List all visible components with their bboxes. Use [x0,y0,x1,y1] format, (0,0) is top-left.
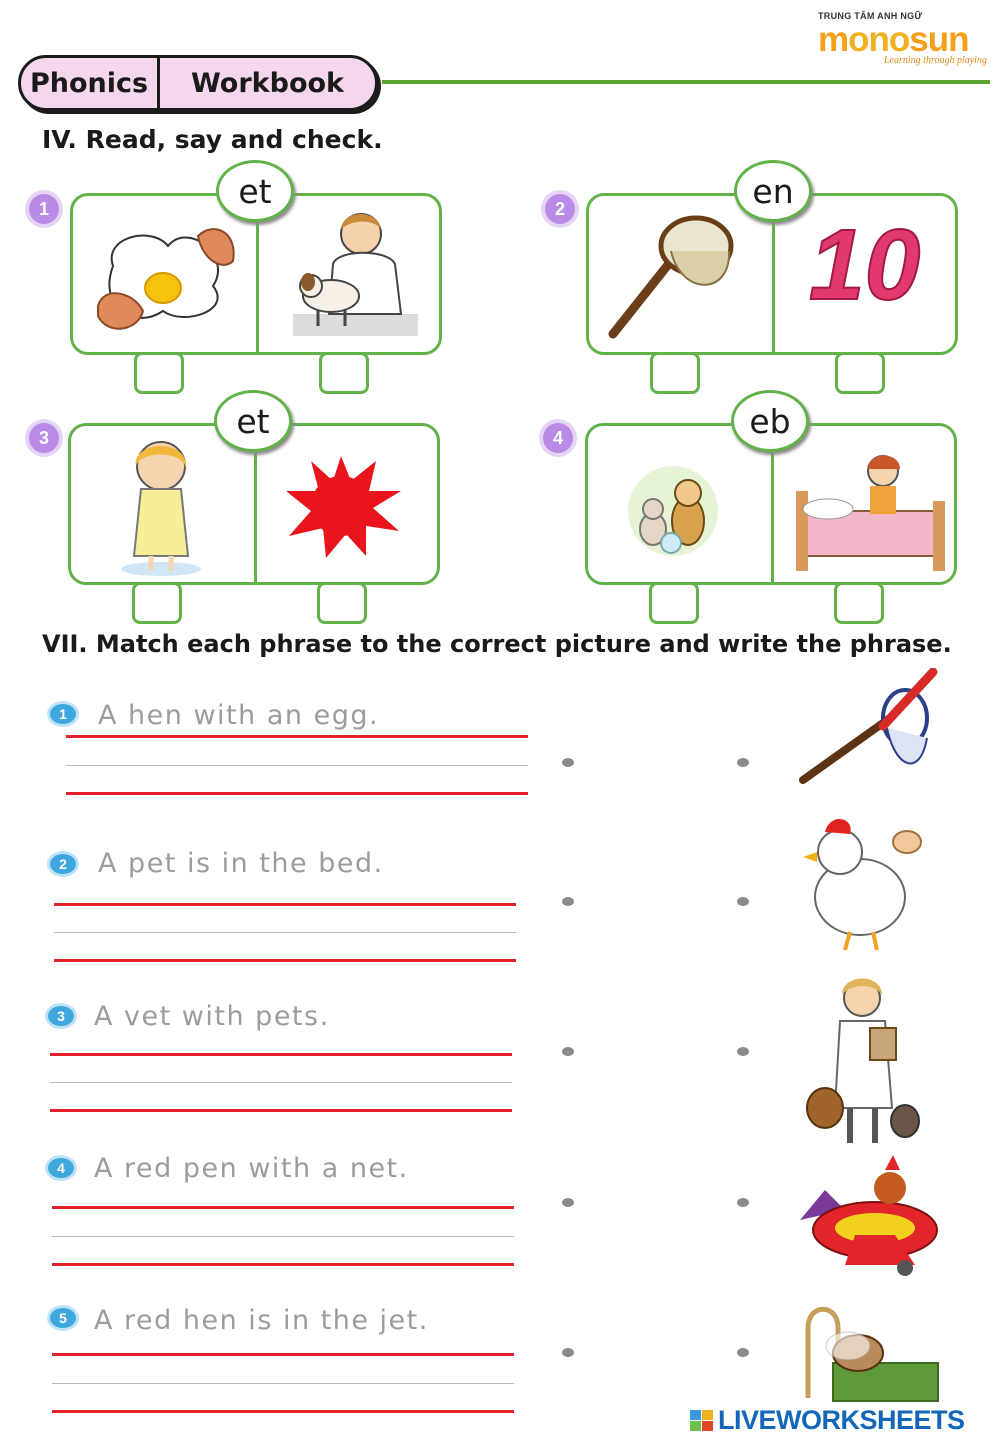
workbook-title-pill [18,55,378,111]
phrase-2-writing-line-bottom[interactable] [54,959,516,962]
phrase-4-number: 4 [48,1158,74,1178]
phrase-5-match-dot[interactable] [562,1348,574,1357]
phrase-1-text: A hen with an egg. [98,700,380,731]
pets-icon [623,461,723,561]
card-3-sound-bubble: et [214,390,292,452]
picture-4-match-dot[interactable] [737,1198,749,1207]
picture-2-match-dot[interactable] [737,897,749,906]
card-4-number: 4 [543,423,573,453]
picture-5-match-dot[interactable] [737,1348,749,1357]
card-3-checkbox-left[interactable] [132,582,182,624]
phrase-4-match-dot[interactable] [562,1198,574,1207]
header-divider [382,80,990,84]
card-4-checkbox-left[interactable] [649,582,699,624]
picture-3-match-dot[interactable] [737,1047,749,1056]
phrase-3-writing-line-mid [50,1082,512,1083]
phrase-1-writing-line-bottom[interactable] [66,792,528,795]
phrase-5-number: 5 [50,1308,76,1328]
fried-egg-icon [93,216,238,336]
phrase-5-writing-line-bottom[interactable] [52,1410,514,1413]
phrase-1-match-dot[interactable] [562,758,574,767]
wet-girl-icon [116,431,206,581]
workbook-label: Workbook [190,67,345,99]
phrase-2-writing-line-mid [54,932,516,933]
hen-with-egg-picture [795,812,930,955]
phrase-1-writing-line-mid [66,765,528,766]
monkey-sun-logo: monosun [818,20,969,59]
card-2-checkbox-left[interactable] [650,352,700,394]
phrase-2-number: 2 [50,854,76,874]
phonics-label: Phonics [21,58,160,108]
girl-making-bed-icon [788,451,948,576]
liveworksheets-brand[interactable]: LIVEWORKSHEETS [718,1405,965,1435]
phrase-3-match-dot[interactable] [562,1047,574,1056]
card-2-sound-bubble: en [734,160,812,222]
logo-tagline: Learning through playing [884,55,987,66]
exercise-4-title: IV. Read, say and check. [42,125,383,154]
phrase-4-text: A red pen with a net. [94,1153,409,1184]
phrase-4-writing-line-bottom[interactable] [52,1263,514,1266]
phrase-4-writing-line-mid [52,1236,514,1237]
card-2-number: 2 [545,194,575,224]
phrase-3-writing-line-bottom[interactable] [50,1109,512,1112]
phrase-4-writing-line-top[interactable] [52,1206,514,1209]
logo-caption: TRUNG TÂM ANH NGỮ [818,11,923,21]
card-1-checkbox-left[interactable] [134,352,184,394]
card-1-checkbox-right[interactable] [319,352,369,394]
pet-in-bed-picture [798,1298,948,1408]
phrase-3-text: A vet with pets. [94,1001,330,1032]
exercise-7-title: VII. Match each phrase to the correct picture and write the phrase. [42,630,952,658]
phrase-2-writing-line-top[interactable] [54,903,516,906]
phrase-5-writing-line-top[interactable] [52,1353,514,1356]
phrase-1-writing-line-top[interactable] [66,735,528,738]
vet-with-dog-icon [283,204,423,344]
phrase-3-number: 3 [48,1006,74,1026]
hen-in-jet-picture [795,1150,945,1278]
red-paint-splash-icon [281,446,406,566]
liveworksheets-logo-icon [690,1410,714,1432]
phrase-5-writing-line-mid [52,1383,514,1384]
card-1-number: 1 [29,194,59,224]
phrase-2-match-dot[interactable] [562,897,574,906]
vet-with-pets-picture [800,973,930,1148]
picture-1-match-dot[interactable] [737,758,749,767]
card-1-sound-bubble: et [216,160,294,222]
phrase-3-writing-line-top[interactable] [50,1053,512,1056]
card-4-checkbox-right[interactable] [834,582,884,624]
red-pen-net-picture [795,668,940,786]
card-4-sound-bubble: eb [731,390,809,452]
phrase-1-number: 1 [50,704,76,724]
card-3-checkbox-right[interactable] [317,582,367,624]
number-ten-picture: 10 [809,209,921,321]
phrase-5-text: A red hen is in the jet. [94,1305,429,1336]
card-2-checkbox-right[interactable] [835,352,885,394]
card-3-number: 3 [29,423,59,453]
phrase-2-text: A pet is in the bed. [98,848,384,879]
butterfly-net-icon [601,206,741,346]
